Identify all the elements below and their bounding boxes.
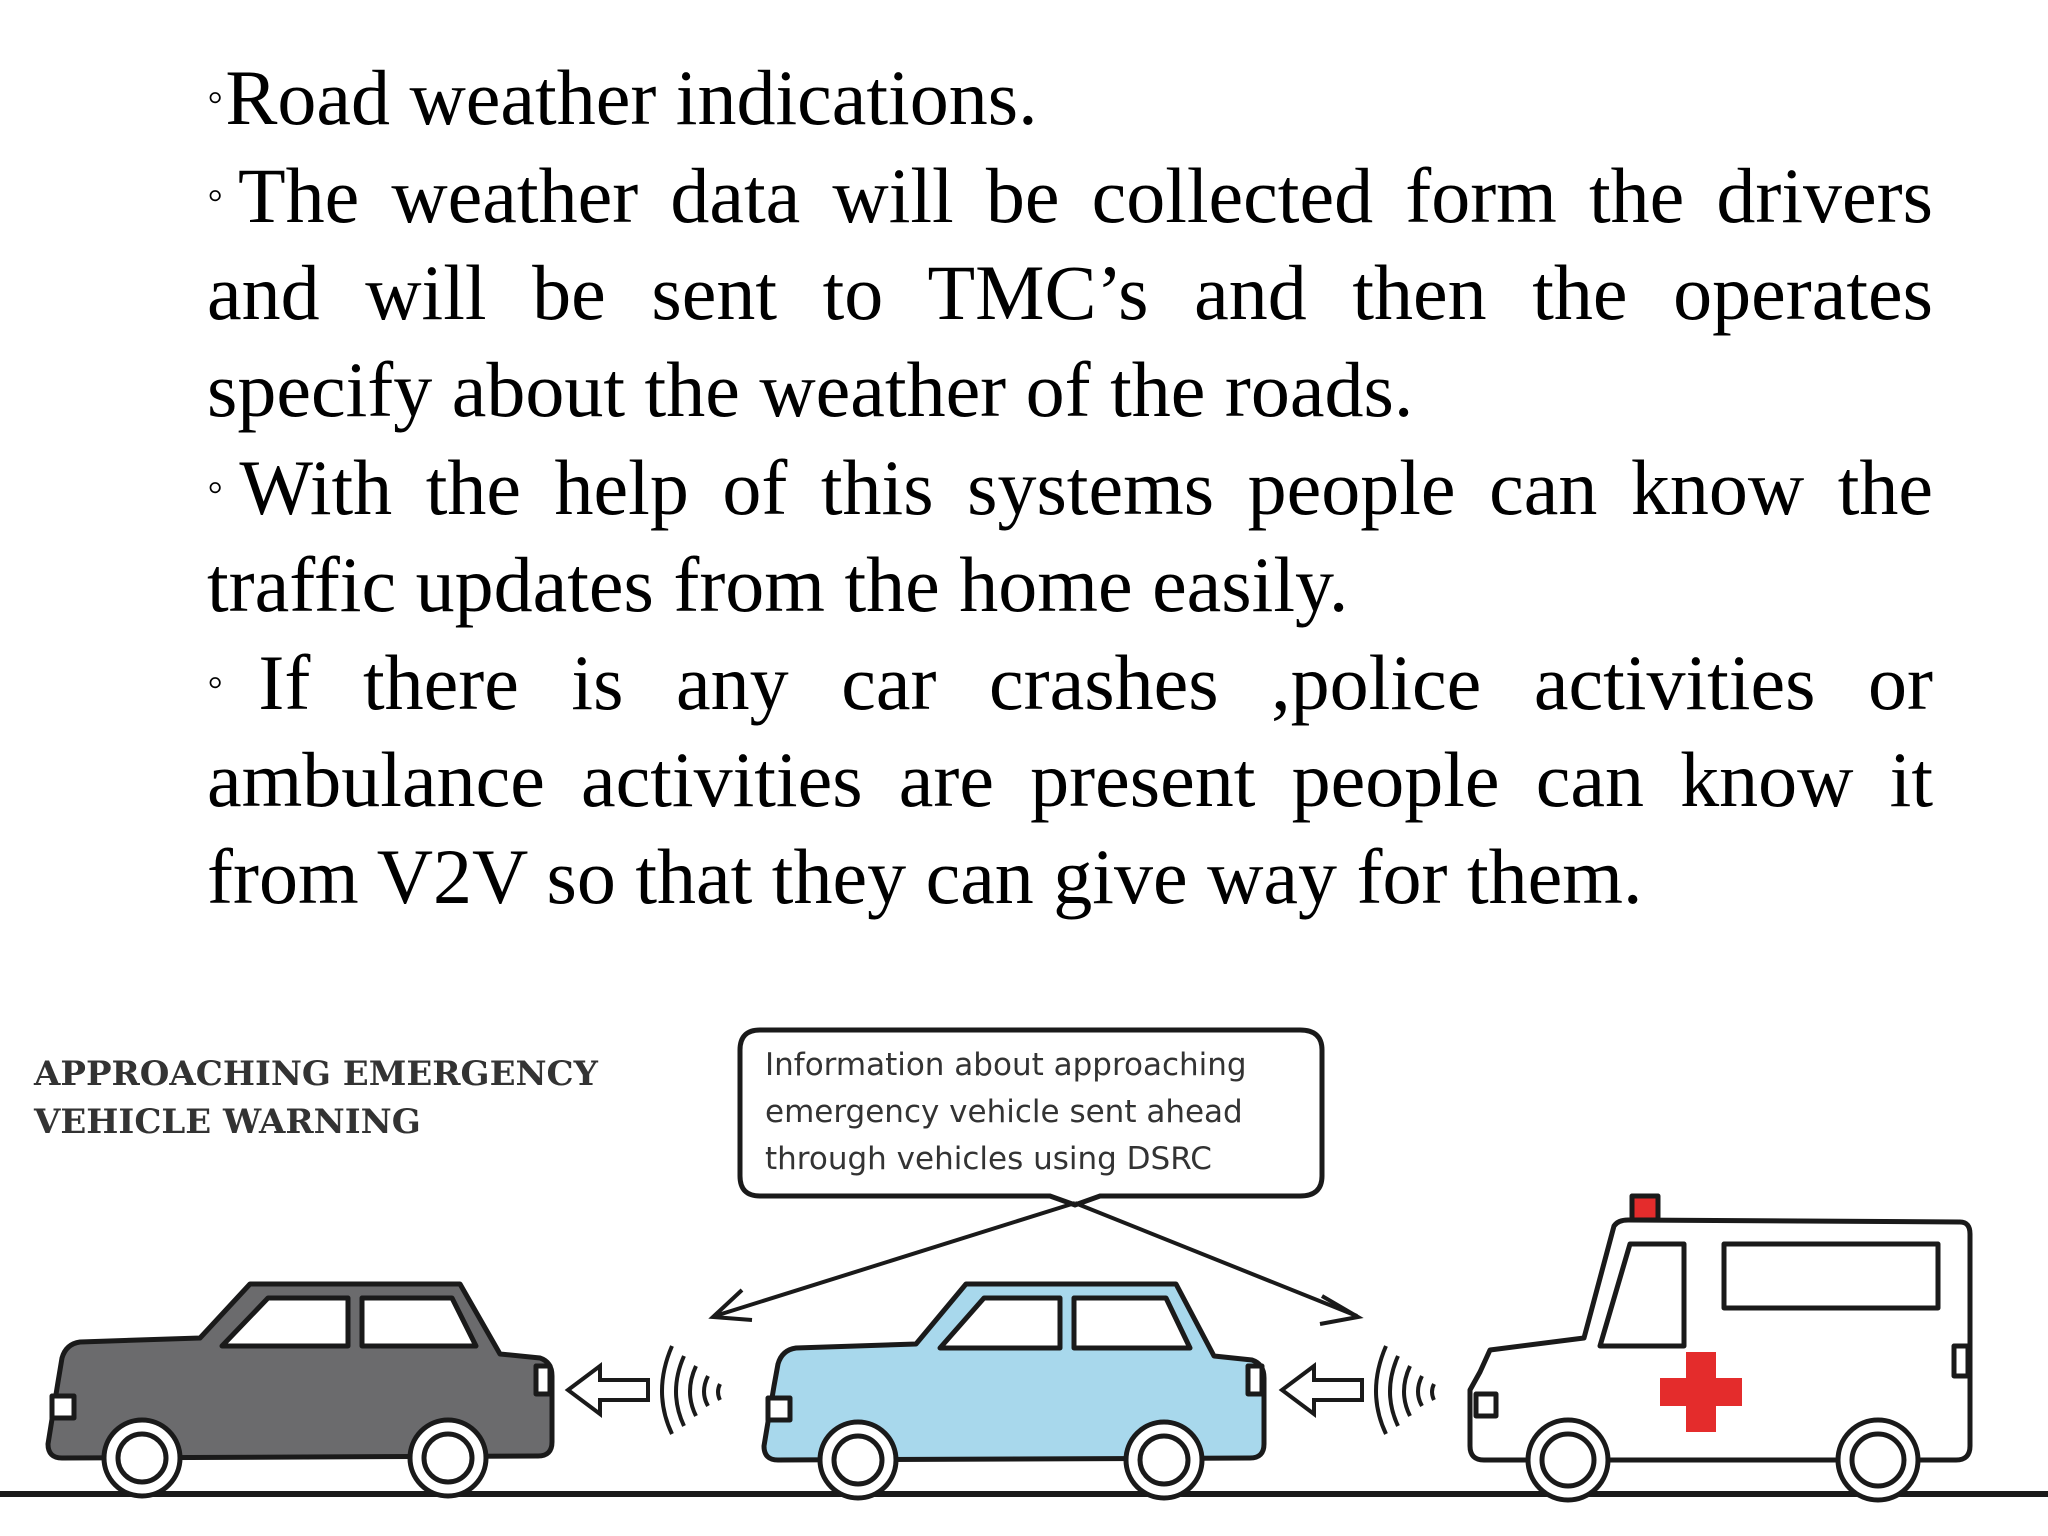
bullet-item: [207, 48, 1933, 146]
bullet-item: [207, 633, 1933, 925]
bullet-text: The weather data will be collected form the drivers and will be sent to TMC’s and then the operates specify about the weather of the roads.: [207, 152, 1933, 433]
grey-car: [48, 1284, 552, 1496]
bubble-line: Information about approaching: [765, 1047, 1247, 1083]
figure-title-line: APPROACHING EMERGENCY: [34, 1054, 598, 1094]
bullet-marker: ◦: [207, 656, 257, 707]
bullet-item: [207, 146, 1933, 438]
bullet-marker: ◦: [207, 169, 236, 220]
signal-arrow-right: [1282, 1346, 1434, 1434]
bullet-marker: ◦: [207, 461, 238, 512]
bullet-list: [207, 48, 1933, 925]
bubble-text: [765, 1042, 1305, 1183]
bubble-line: emergency vehicle sent ahead: [765, 1094, 1243, 1130]
blue-car: [764, 1284, 1264, 1498]
ambulance: [1470, 1196, 1970, 1500]
figure-title-line: VEHICLE WARNING: [34, 1102, 421, 1142]
bullet-item: [207, 438, 1933, 633]
bubble-line: through vehicles using DSRC: [765, 1141, 1212, 1177]
bullet-text: Road weather indications.: [225, 54, 1038, 141]
bullet-text: With the help of this systems people can know the traffic updates from the home easily.: [207, 444, 1933, 628]
bullet-text: If there is any car crashes ,police activities or ambulance activities are present people can know it from V2V so that they can give way for them.: [207, 639, 1933, 920]
figure-title: [34, 1050, 598, 1146]
signal-arrow-left: [568, 1346, 720, 1434]
bullet-marker: ◦: [207, 71, 224, 122]
